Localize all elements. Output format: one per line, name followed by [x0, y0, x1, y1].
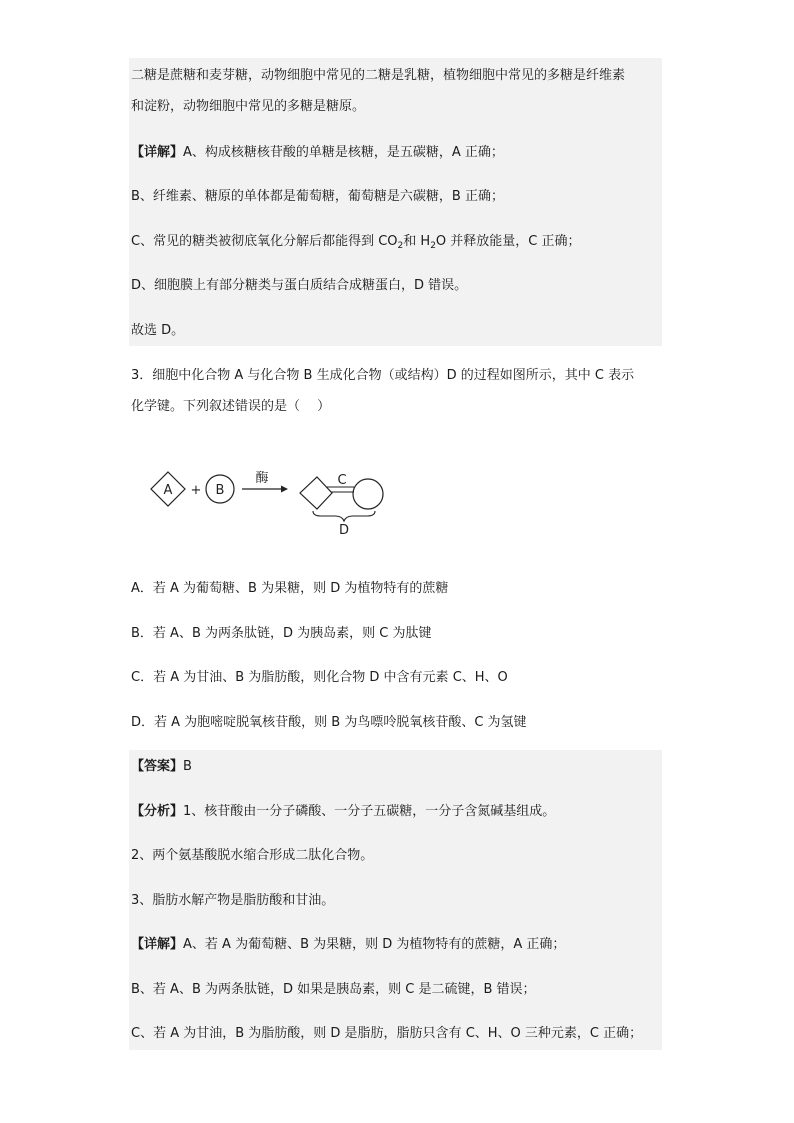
answer-value: B [183, 759, 192, 774]
h2o-subscript: 2 [430, 241, 436, 251]
analysis-line-2: 2、两个氨基酸脱水缩合形成二肽化合物。 [131, 848, 374, 863]
analysis-line-1 [131, 802, 555, 822]
co2-subscript: 2 [397, 241, 404, 251]
option-a: A．若 A 为葡萄糖、B 为果糖，则 D 为植物特有的蔗糖 [131, 581, 449, 596]
compound-a-label: A [163, 483, 173, 498]
detail-line-a [131, 143, 504, 163]
compound-b-label: B [215, 483, 225, 498]
bond-c-label: C [337, 473, 347, 488]
detail-label: 【详解】 [131, 145, 184, 160]
answer-line [131, 757, 192, 777]
text-line: 和淀粉，动物细胞中常见的多糖是糖原。 [131, 99, 366, 114]
enzyme-label: 酶 [255, 471, 269, 486]
question-stem-line2: 化学键。下列叙述错误的是（ ） [131, 399, 331, 414]
option-b: B．若 A、B 为两条肽链，D 为胰岛素，则 C 为肽键 [131, 626, 432, 641]
conclusion-line: 故选 D。 [131, 323, 185, 338]
question-stem-line1: 3．细胞中化合物 A 与化合物 B 生成化合物（或结构）D 的过程如图所示，其中 C 表示 [131, 368, 635, 383]
answer-detail-a-text: A、若 A 为葡萄糖、B 为果糖，则 D 为植物特有的蔗糖，A 正确； [183, 937, 566, 952]
reaction-arrow-head [281, 486, 288, 493]
option-c: C．若 A 为甘油、B 为脂肪酸，则化合物 D 中含有元素 C、H、O [131, 670, 508, 685]
detail-c-pre: C、常见的糖类被彻底氧化分解后都能得到 CO [131, 234, 398, 249]
detail-line-c [131, 232, 581, 252]
answer-detail-line-c: C、若 A 为甘油，B 为脂肪酸，则 D 是脂肪，脂肪只含有 C、H、O 三种元素，C 正确； [131, 1026, 643, 1041]
analysis-1-text: 1、核苷酸由一分子磷酸、一分子五碳糖，一分子含氮碱基组成。 [183, 804, 556, 819]
plus-sign: + [190, 483, 202, 498]
answer-detail-line-b: B、若 A、B 为两条肽链，D 如果是胰岛素，则 C 是二硫键，B 错误； [131, 982, 536, 997]
analysis-line-3: 3、脂肪水解产物是脂肪酸和甘油。 [131, 893, 335, 908]
product-d-label: D [338, 523, 350, 538]
option-d: D．若 A 为胞嘧啶脱氧核苷酸，则 B 为鸟嘌呤脱氧核苷酸、C 为氢键 [131, 715, 527, 730]
product-d-bracket [313, 511, 375, 521]
text-line: 二糖是蔗糖和麦芽糖，动物细胞中常见的二糖是乳糖，植物细胞中常见的多糖是纤维素 [131, 68, 626, 83]
reaction-diagram [145, 462, 395, 542]
analysis-label: 【分析】 [131, 804, 184, 819]
detail-c-post: O 并释放能量，C 正确； [435, 234, 581, 249]
detail-line-d: D、细胞膜上有部分糖类与蛋白质结合成糖蛋白，D 错误。 [131, 278, 468, 293]
product-circle [353, 479, 383, 509]
product-diamond [300, 477, 332, 509]
answer-detail-line-a [131, 935, 565, 955]
detail-c-mid: 和 H [403, 234, 431, 249]
answer-label: 【答案】 [131, 759, 184, 774]
answer-detail-label: 【详解】 [131, 937, 184, 952]
detail-a-text: A、构成核糖核苷酸的单糖是核糖，是五碳糖，A 正确； [183, 145, 504, 160]
detail-line-b: B、纤维素、糖原的单体都是葡萄糖，葡萄糖是六碳糖，B 正确； [131, 189, 504, 204]
